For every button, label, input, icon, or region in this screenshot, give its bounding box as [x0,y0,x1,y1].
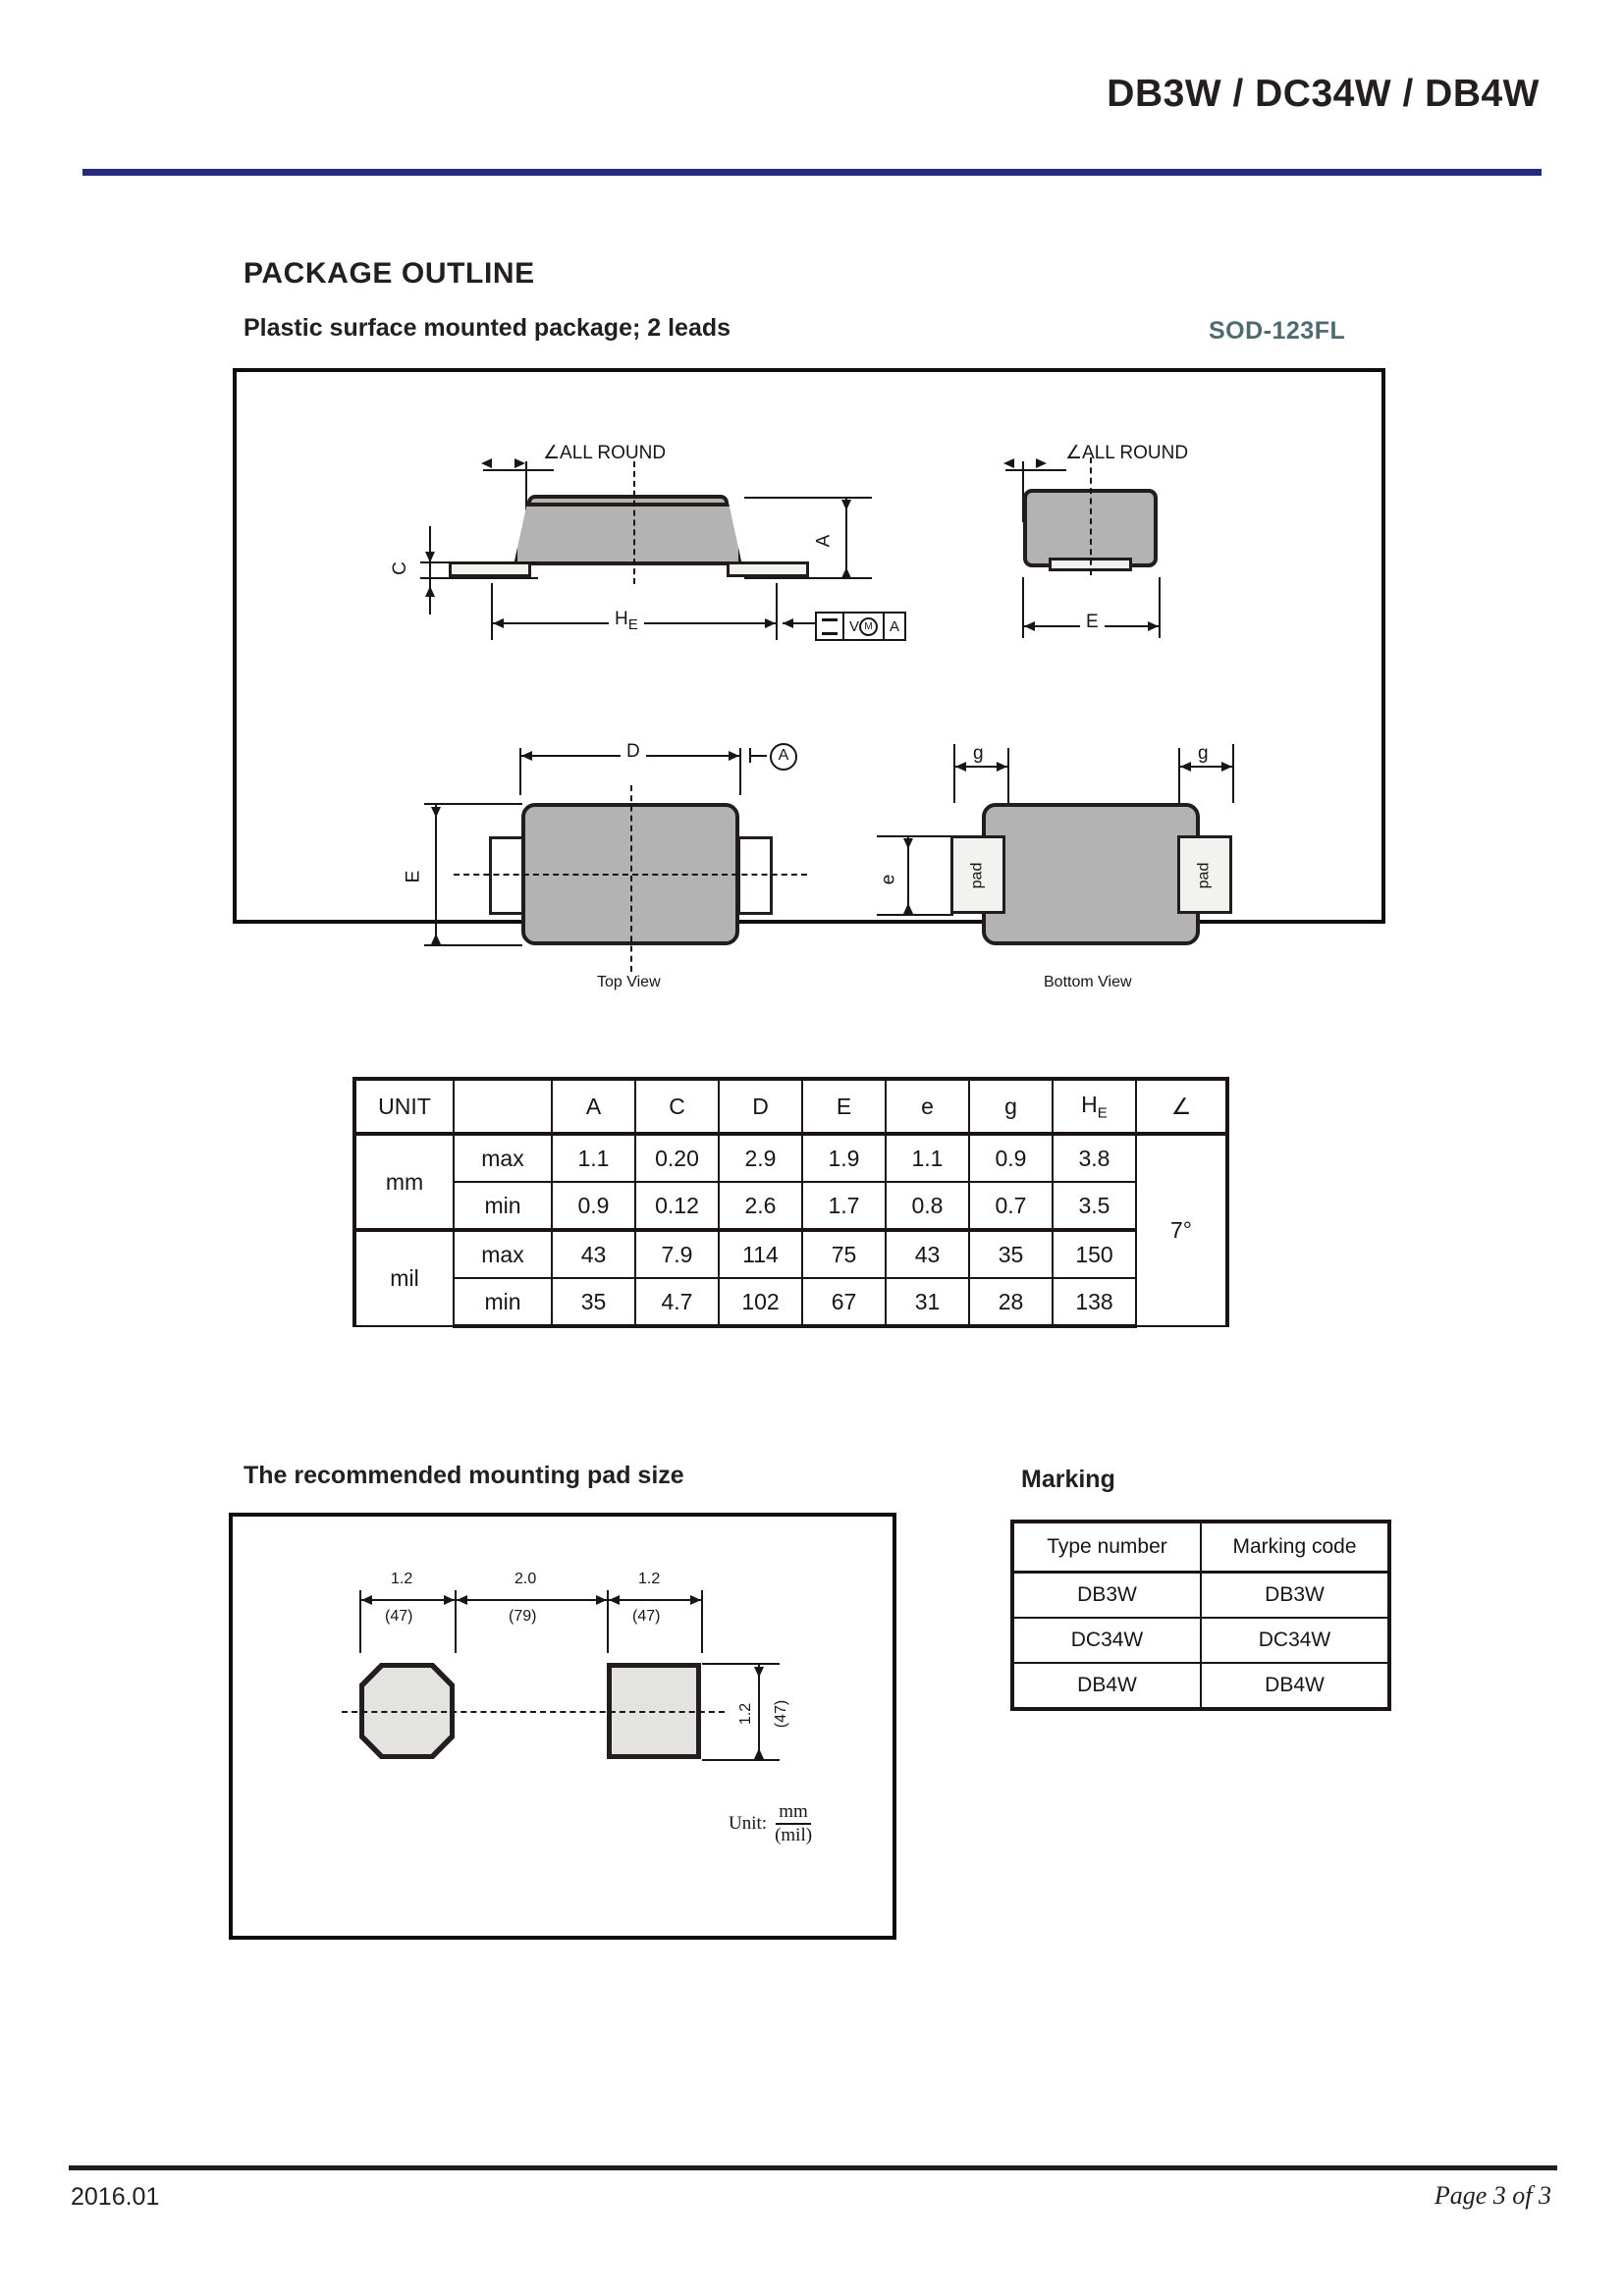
cell-mil-min-a: 35 [552,1278,635,1326]
top-view-centerline-horizontal [454,874,807,876]
cell-mil-max-e-upper: 75 [802,1230,886,1278]
cell-mm-max-he: 3.8 [1053,1134,1136,1182]
front-view-all-round-leader [483,469,554,471]
cell-mil-min-c: 4.7 [635,1278,719,1326]
pad-dim-vert-arrow-up [754,1748,764,1759]
front-view-dim-he-arrow-right [765,618,776,628]
table-row [354,1182,1227,1230]
section-title-package-outline: PACKAGE OUTLINE [244,257,535,290]
cell-type-db3w: DB3W [1012,1573,1201,1619]
cell-code-dc34w: DC34W [1201,1618,1389,1663]
top-view-datum-leader [749,755,767,757]
cell-mil-max-a: 43 [552,1230,635,1278]
pad-dim-center-arrow-left [457,1595,467,1605]
cell-mil-min-he: 138 [1053,1278,1136,1326]
fcf-tolerance-cell [844,614,885,639]
footer-divider [69,2165,1557,2170]
cell-mil-max-d: 114 [719,1230,802,1278]
cell-mm-min-d: 2.6 [719,1182,802,1230]
cell-limit-mm-min: min [454,1182,552,1230]
cell-mm-min-he: 3.5 [1053,1182,1136,1230]
cell-mm-max-e-upper: 1.9 [802,1134,886,1182]
front-view-dim-c-ext-bottom [420,577,538,579]
front-view-dim-a-arrow-up [841,567,851,578]
col-header-type-number: Type number [1012,1522,1201,1573]
table-row [354,1134,1227,1182]
pad-dim-right-arrow-left [609,1595,620,1605]
front-view-dim-c-label: C [389,561,410,575]
pad-dim-ext-4 [701,1590,703,1653]
bottom-view-pad-right-label: pad [1195,862,1213,889]
fcf-leader-arrow [783,618,793,628]
pad-dim-right-arrow-right [690,1595,701,1605]
bottom-view-dim-g-left-ext1 [953,744,955,803]
col-header-e-lower: e [886,1079,969,1134]
top-view-dim-d-arrow-left [521,751,532,761]
col-header-marking-code: Marking code [1201,1522,1389,1573]
front-view-leader-arrow-right [514,458,525,468]
bottom-view-dim-e-ext-top [877,835,953,837]
bottom-view-dim-g-right-arrow-left [1180,762,1191,772]
bottom-view-caption: Bottom View [1044,974,1132,990]
marking-table [1010,1520,1391,1711]
unit-note-numerator: mm [776,1801,811,1825]
pad-dim-vert-arrow-down [754,1667,764,1678]
pad-dim-center-arrow-right [596,1595,607,1605]
bottom-view-package-body [982,803,1200,945]
cell-mil-max-g: 35 [969,1230,1053,1278]
cell-mil-min-e-upper: 67 [802,1278,886,1326]
bottom-view-dim-e-arrow-down [903,838,913,849]
front-view-dim-c-arrow-up [425,586,435,597]
bottom-view-dim-g-left-arrow-left [955,762,966,772]
cell-mil-min-d: 102 [719,1278,802,1326]
pad-dim-vert-mm: 1.2 [737,1702,755,1726]
cell-mil-max-c: 7.9 [635,1230,719,1278]
pad-dim-center-line [457,1599,607,1601]
col-header-angle: ∠ [1136,1079,1227,1134]
pad-dim-vert-ext-top [702,1663,780,1665]
bottom-view-dim-g-left-ext2 [1007,748,1009,805]
cell-angle-value: 7° [1136,1134,1227,1326]
pad-dim-left-arrow-left [361,1595,372,1605]
cell-mil-max-he: 150 [1053,1230,1136,1278]
top-view-lead-left [489,836,524,915]
col-header-blank [454,1079,552,1134]
dimension-table-header-row [354,1079,1227,1134]
side-view-dim-e-label: E [1080,612,1105,633]
mmc-modifier-icon: M [859,617,878,636]
pad-dim-left-mil: (47) [385,1608,413,1625]
top-view-dim-e-ext-bottom [424,944,522,946]
bottom-view-dim-e-label: e [878,874,899,885]
bottom-view-dim-e-arrow-up [903,903,913,914]
top-view-dim-e-arrow-up [431,934,441,944]
top-view-lead-right [737,836,773,915]
top-view-centerline-vertical [630,785,632,972]
cell-mm-min-c: 0.12 [635,1182,719,1230]
cell-mm-min-a: 0.9 [552,1182,635,1230]
col-header-he-letter: H [1081,1091,1098,1117]
cell-mm-max-e-lower: 1.1 [886,1134,969,1182]
pad-dim-left-mm: 1.2 [391,1571,413,1587]
unit-note-denominator: (mil) [775,1825,813,1845]
front-view-lead-left [449,561,531,577]
fcf-tolerance-value: V [849,617,860,635]
section-title-marking: Marking [1021,1466,1115,1493]
cell-mm-max-g: 0.9 [969,1134,1053,1182]
side-view-dim-e-ext-right [1159,577,1161,638]
side-view-all-round-note: ∠ALL ROUND [1065,443,1189,463]
dimension-table [352,1077,1229,1328]
top-view-dim-e-arrow-down [431,807,441,818]
front-view-dim-a-ext-bottom [744,577,872,579]
pad-dim-right-line [609,1599,701,1601]
cell-code-db4w: DB4W [1201,1663,1389,1709]
package-code-label: SOD-123FL [1209,317,1346,345]
top-view-dim-d-ext-right [739,748,741,795]
side-view-centerline [1090,457,1092,575]
front-view-package-taper [514,503,742,565]
cell-mm-max-d: 2.9 [719,1134,802,1182]
table-row [1012,1663,1389,1709]
front-view-centerline [633,461,635,584]
bottom-view-dim-g-right-ext2 [1232,744,1234,803]
parallelism-icon [817,614,844,639]
cell-type-dc34w: DC34W [1012,1618,1201,1663]
col-header-e-upper: E [802,1079,886,1134]
table-row [354,1278,1227,1326]
bottom-view-dim-g-right-arrow-right [1221,762,1232,772]
mounting-pad-unit-note [729,1801,815,1846]
cell-code-db3w: DB3W [1201,1573,1389,1619]
col-header-he-subscript: E [1097,1104,1108,1122]
top-view-dim-e-line [435,804,437,944]
top-view-dim-d-label: D [621,741,646,763]
front-view-dim-a-ext-top [744,497,872,499]
pad-dim-right-mil: (47) [632,1608,661,1625]
dim-he-letter: H [615,609,628,629]
marking-table-header-row [1012,1522,1389,1573]
bottom-view-dim-g-left-arrow-right [997,762,1007,772]
pad-dim-vert-line [758,1664,760,1759]
fcf-datum-cell: A [890,617,900,635]
col-header-c: C [635,1079,719,1134]
cell-unit-mm: mm [354,1134,454,1230]
footer-date: 2016.01 [71,2183,160,2211]
pad-dim-vert-mil: (47) [773,1699,790,1729]
front-view-dim-he-arrow-left [493,618,504,628]
front-view-dim-c-line [429,526,431,614]
col-header-he [1053,1079,1136,1134]
front-view-lead-right [727,561,809,577]
top-view-dim-d-arrow-right [729,751,739,761]
front-view-dim-he-label [609,609,644,633]
col-header-g: g [969,1079,1053,1134]
side-view-leader-arrow-left [1003,458,1014,468]
header-divider [82,169,1542,176]
table-row [1012,1618,1389,1663]
cell-limit-mil-max: max [454,1230,552,1278]
unit-note-label: Unit: [729,1813,768,1834]
cell-mil-min-g: 28 [969,1278,1053,1326]
side-view-leader-arrow-right [1036,458,1047,468]
pad-dim-right-mm: 1.2 [638,1571,661,1587]
side-view-dim-e-arrow-left [1024,621,1035,631]
footer-page-number: Page 3 of 3 [1434,2181,1551,2210]
page-title: DB3W / DC34W / DB4W [1107,73,1540,115]
cell-unit-mil: mil [354,1230,454,1326]
col-header-a: A [552,1079,635,1134]
cell-limit-mil-min: min [454,1278,552,1326]
front-view-dim-c-ext-top [420,561,538,563]
bottom-view-dim-g-right-label: g [1198,743,1209,764]
section-title-mounting-pad: The recommended mounting pad size [244,1462,684,1489]
top-view-caption: Top View [597,974,661,990]
side-view-all-round-leader [1005,469,1066,471]
cell-mm-min-e-upper: 1.7 [802,1182,886,1230]
front-view-all-round-note: ∠ALL ROUND [543,443,667,463]
bottom-view-dim-e-ext-bottom [877,914,953,916]
pad-dim-left-line [361,1599,455,1601]
col-header-d: D [719,1079,802,1134]
top-view-dim-e-ext-top [424,803,522,805]
front-view-dim-c-arrow-down [425,552,435,562]
top-view-datum-tick [749,748,751,763]
feature-control-frame [815,612,906,641]
front-view-leader-arrow-left [481,458,492,468]
cell-type-db4w: DB4W [1012,1663,1201,1709]
datum-a-icon: A [770,743,797,771]
pad-dim-center-mm: 2.0 [514,1571,537,1587]
bottom-view-dim-g-left-label: g [973,743,984,764]
package-subtitle: Plastic surface mounted package; 2 leads [244,314,731,342]
cell-mm-min-g: 0.7 [969,1182,1053,1230]
mounting-pad-centerline [342,1711,725,1713]
top-view-dim-e-label: E [403,870,424,883]
dim-he-subscript: E [627,615,638,633]
mounting-pad-drawing-frame [229,1513,896,1940]
cell-mm-max-a: 1.1 [552,1134,635,1182]
cell-limit-mm-max: max [454,1134,552,1182]
table-row [1012,1573,1389,1619]
cell-mm-max-c: 0.20 [635,1134,719,1182]
side-view-dim-e-arrow-right [1148,621,1159,631]
front-view-dim-he-ext-left [491,583,493,640]
pad-dim-center-mil: (79) [509,1608,537,1625]
cell-mm-min-e-lower: 0.8 [886,1182,969,1230]
pad-dim-vert-ext-bottom [702,1759,780,1761]
cell-mil-min-e-lower: 31 [886,1278,969,1326]
bottom-view-pad-left-label: pad [968,862,986,889]
pad-dim-left-arrow-right [444,1595,455,1605]
cell-mil-max-e-lower: 43 [886,1230,969,1278]
front-view-dim-a-label: A [813,534,835,548]
front-view-dim-he-ext-right [776,583,778,640]
front-view-dim-a-arrow-down [841,500,851,510]
bottom-view-dim-g-right-ext1 [1178,748,1180,805]
table-row [354,1230,1227,1278]
col-header-unit: UNIT [354,1079,454,1134]
